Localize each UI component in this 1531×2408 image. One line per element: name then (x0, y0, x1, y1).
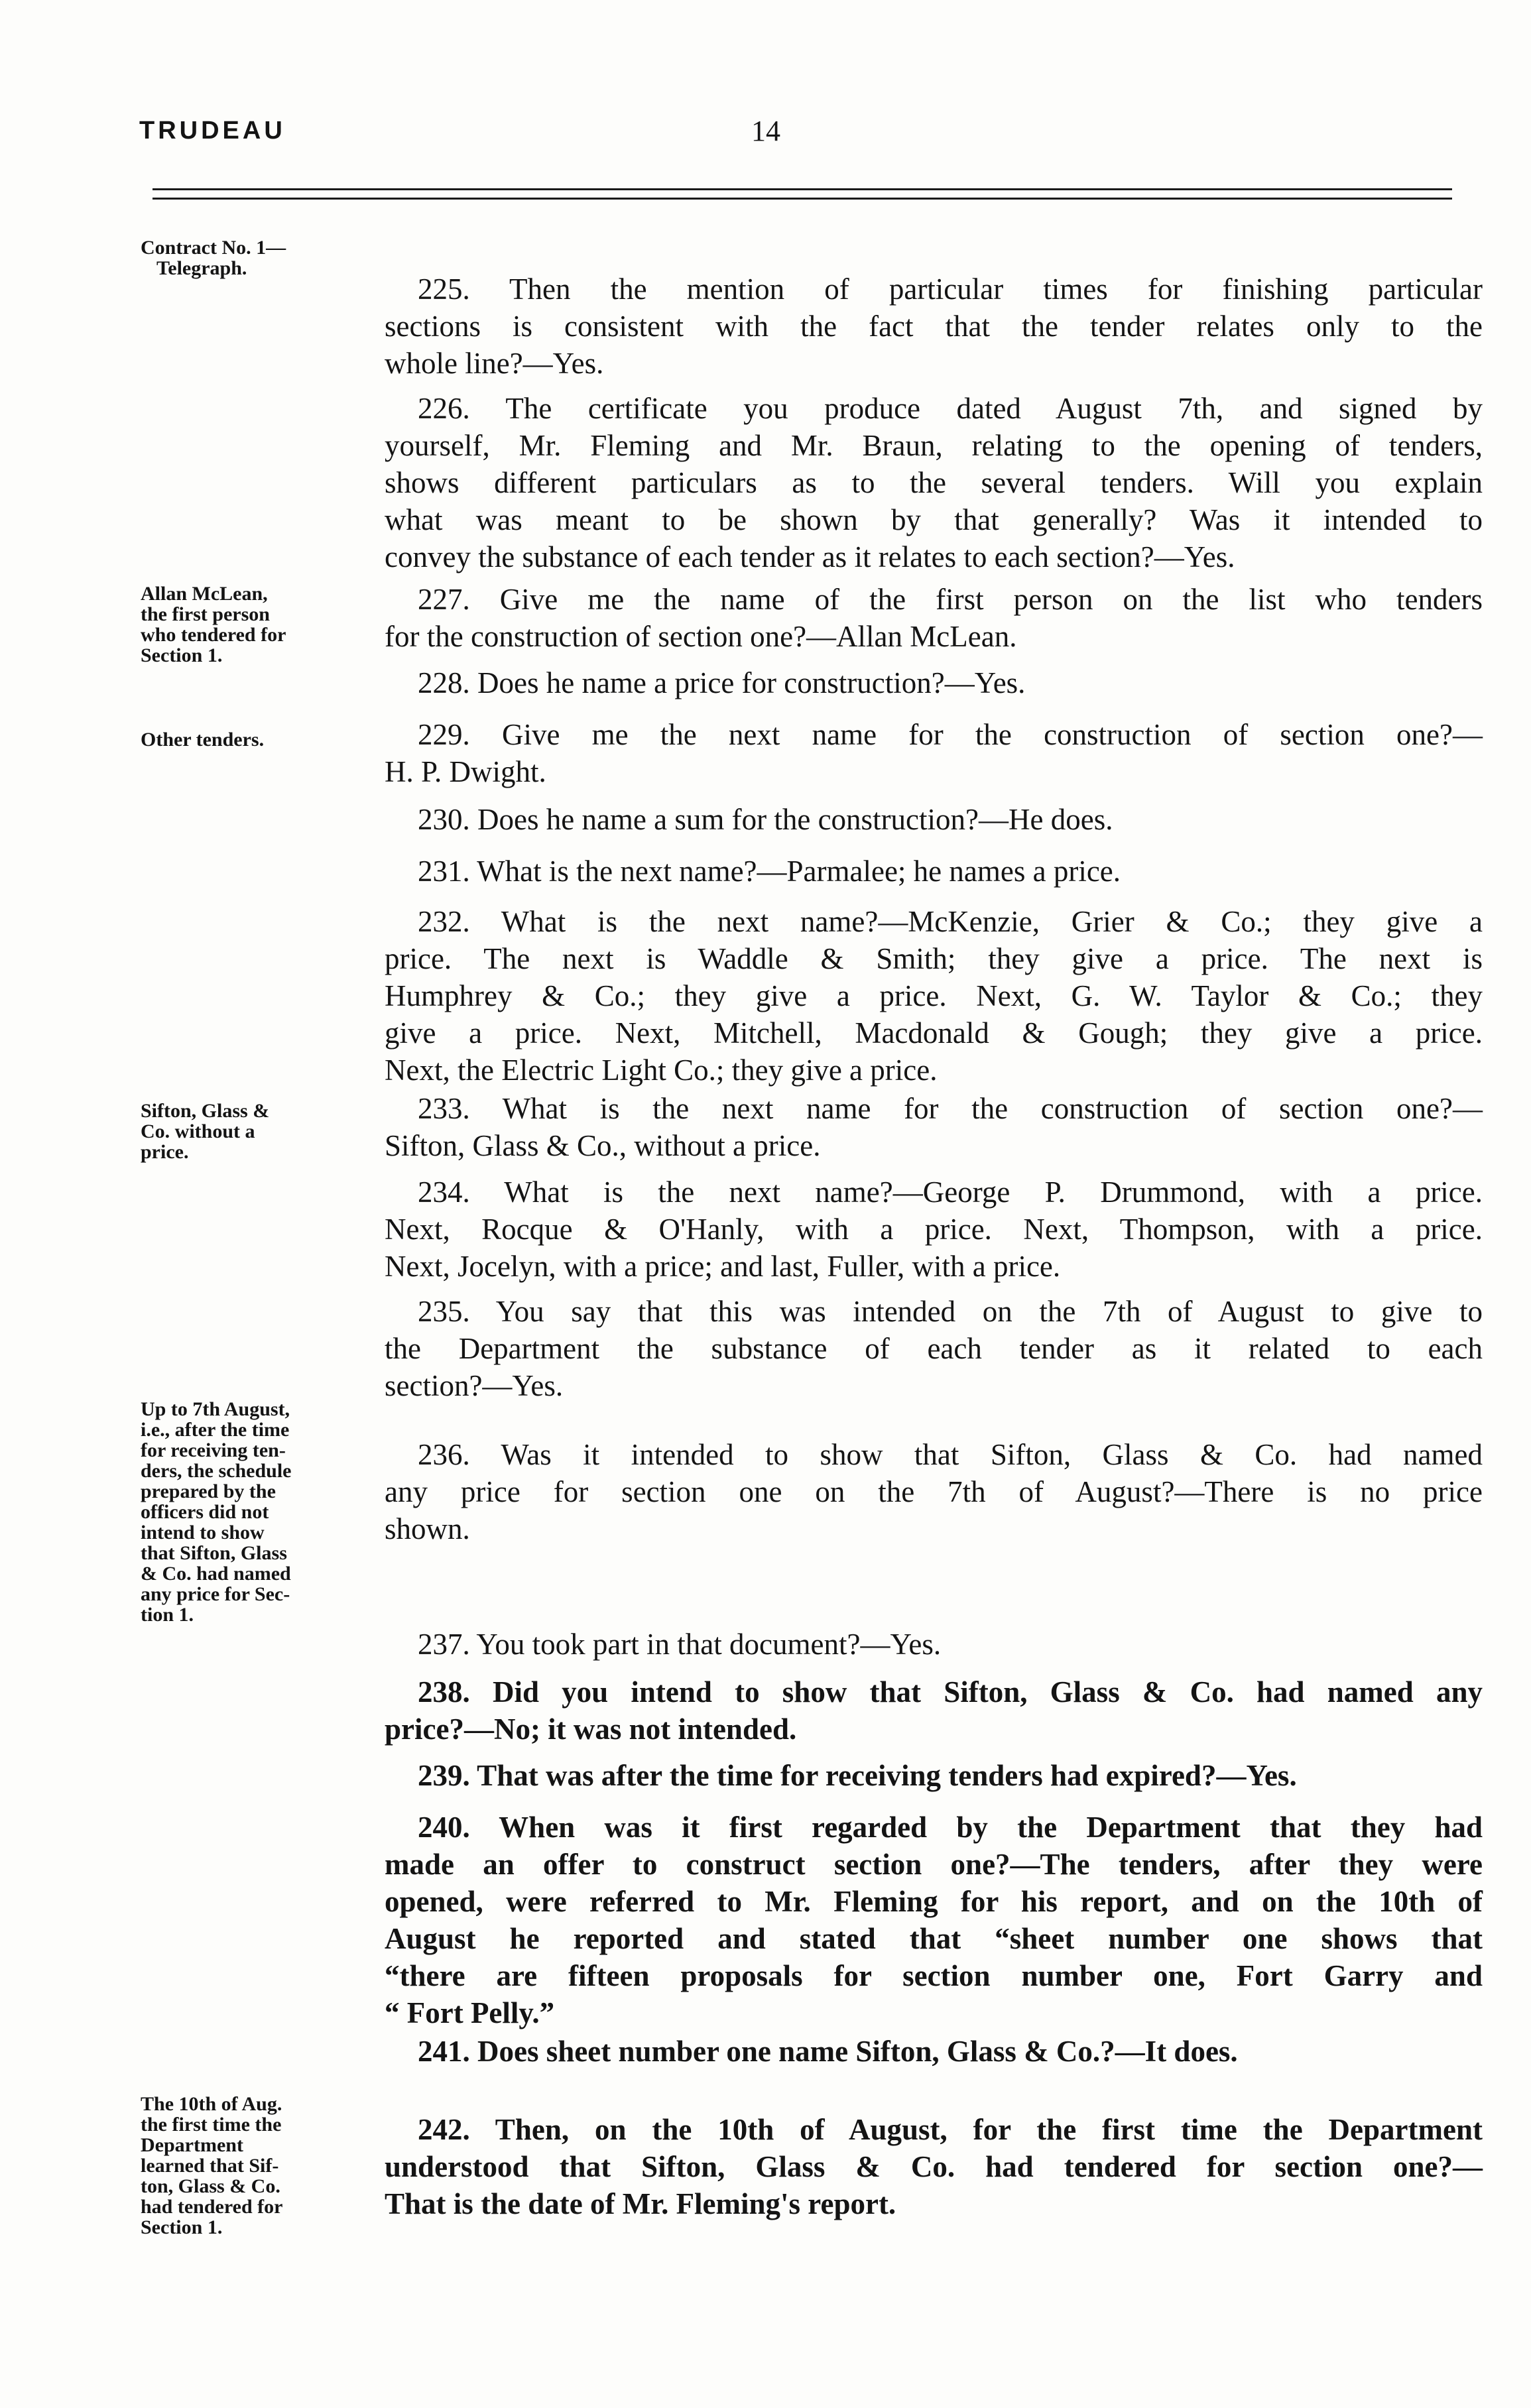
margin-note-line: Other tenders. (141, 729, 265, 751)
text-line: 242. Then, on the 10th of August, for the first time the Department (418, 2113, 1483, 2146)
paragraph-225 (385, 271, 1483, 382)
text-line: 235. You say that this was intended on the 7th of August to give to (418, 1295, 1483, 1328)
text-line: 231. What is the next name?—Parmalee; he names a price. (418, 855, 1121, 888)
text-line: “ Fort Pelly.” (385, 1996, 555, 2029)
text-line: 226. The certificate you produce dated August 7th, and signed by (418, 392, 1483, 425)
text-line: 227. Give me the name of the first person on the list who tenders (418, 583, 1483, 616)
text-line: any price for section one on the 7th of August?—There is no price (385, 1475, 1483, 1508)
text-line: shows different particulars as to the several tenders. Will you explain (385, 466, 1483, 499)
text-line: 238. Did you intend to show that Sifton, Glass & Co. had named any (418, 1675, 1483, 1709)
margin-note-line: any price for Sec- (141, 1583, 290, 1605)
text-line: 232. What is the next name?—McKenzie, Grier & Co.; they give a (418, 905, 1483, 938)
margin-note-line: Sifton, Glass & (141, 1100, 270, 1122)
paragraph-238 (385, 1673, 1483, 1748)
margin-note-line: had tendered for (141, 2196, 283, 2218)
margin-note-line: for receiving ten- (141, 1439, 286, 1461)
margin-note-other (141, 729, 379, 750)
text-line: That is the date of Mr. Fleming's report. (385, 2187, 896, 2220)
text-line: Sifton, Glass & Co., without a price. (385, 1129, 821, 1162)
text-line: 229. Give me the next name for the construction of section one?— (418, 718, 1483, 751)
text-line: Next, Jocelyn, with a price; and last, Fuller, with a price. (385, 1250, 1061, 1283)
margin-note-line: ders, the schedule (141, 1460, 292, 1482)
running-title: TRUDEAU (139, 117, 286, 145)
margin-note-line: & Co. had named (141, 1563, 291, 1585)
paragraph-229 (385, 716, 1483, 790)
margin-note-line: ton, Glass & Co. (141, 2175, 280, 2197)
text-line: Humphrey & Co.; they give a price. Next, G. W. Taylor & Co.; they (385, 979, 1483, 1012)
paragraph-237 (385, 1626, 1483, 1663)
text-line: 234. What is the next name?—George P. Drummond, with a price. (418, 1175, 1483, 1209)
margin-note-line: price. (141, 1141, 189, 1163)
margin-note-line: prepared by the (141, 1480, 276, 1502)
header-rule-top (153, 188, 1452, 190)
paragraph-240 (385, 1809, 1483, 2031)
text-line: 236. Was it intended to show that Sifton, Glass & Co. had named (418, 1438, 1483, 1471)
text-line: whole line?—Yes. (385, 347, 604, 380)
margin-note-line: Department (141, 2134, 243, 2156)
text-line: 230. Does he name a sum for the construction?—He does. (418, 803, 1113, 836)
margin-note-line: Allan McLean, (141, 583, 268, 605)
text-line: opened, were referred to Mr. Fleming for his report, and on the 10th of (385, 1885, 1483, 1918)
text-line: what was meant to be shown by that generally? Was it intended to (385, 503, 1483, 536)
margin-note-line: the first person (141, 603, 270, 625)
margin-note-sifton (141, 1101, 379, 1162)
text-line: H. P. Dwight. (385, 755, 546, 788)
margin-note-upto (141, 1399, 379, 1625)
text-line: give a price. Next, Mitchell, Macdonald & Gough; they give a price. (385, 1016, 1483, 1050)
paragraph-233 (385, 1090, 1483, 1164)
text-line: 233. What is the next name for the construction of section one?— (418, 1092, 1483, 1125)
text-line: convey the substance of each tender as it relates to each section?—Yes. (385, 540, 1235, 573)
paragraph-231 (385, 853, 1483, 890)
paragraph-228 (385, 664, 1483, 701)
margin-note-tenth (141, 2094, 379, 2238)
paragraph-230 (385, 801, 1483, 838)
paragraph-234 (385, 1174, 1483, 1285)
text-line: Next, the Electric Light Co.; they give a price. (385, 1054, 938, 1087)
text-line: 240. When was it first regarded by the Department that they had (418, 1811, 1483, 1844)
margin-note-line: tion 1. (141, 1604, 194, 1626)
text-line: yourself, Mr. Fleming and Mr. Braun, relating to the opening of tenders, (385, 429, 1483, 462)
margin-note-line: Up to 7th August, (141, 1398, 290, 1420)
text-line: understood that Sifton, Glass & Co. had tendered for section one?— (385, 2150, 1483, 2183)
page-header (139, 117, 1392, 156)
margin-note-line: The 10th of Aug. (141, 2093, 282, 2115)
text-line: price?—No; it was not intended. (385, 1713, 797, 1746)
paragraph-239 (385, 1757, 1483, 1794)
text-line: “there are fifteen proposals for section number one, Fort Garry and (385, 1959, 1483, 1992)
text-line: August he reported and stated that “sheet number one shows that (385, 1922, 1483, 1955)
text-line: the Department the substance of each tender as it related to each (385, 1332, 1483, 1365)
margin-note-line: intend to show (141, 1522, 265, 1543)
paragraph-242 (385, 2111, 1483, 2222)
text-line: shown. (385, 1512, 470, 1545)
margin-note-line: Section 1. (141, 2216, 223, 2238)
text-line: for the construction of section one?—Allan McLean. (385, 620, 1017, 653)
text-line: 237. You took part in that document?—Yes. (418, 1628, 942, 1661)
text-line: section?—Yes. (385, 1369, 564, 1402)
paragraph-226 (385, 390, 1483, 575)
margin-note-line: i.e., after the time (141, 1419, 290, 1441)
paragraph-232 (385, 903, 1483, 1089)
margin-note-line: Section 1. (141, 644, 223, 666)
text-line: price. The next is Waddle & Smith; they give a price. The next is (385, 942, 1483, 975)
margin-note-line: officers did not (141, 1501, 269, 1523)
margin-note-contract (141, 237, 379, 278)
text-line: 225. Then the mention of particular times for finishing particular (418, 272, 1483, 306)
text-line: made an offer to construct section one?—The tenders, after they were (385, 1848, 1483, 1881)
margin-note-mclean (141, 583, 379, 666)
margin-note-line: Co. without a (141, 1120, 255, 1142)
text-line: Next, Rocque & O'Hanly, with a price. Next, Thompson, with a price. (385, 1213, 1483, 1246)
text-line: 241. Does sheet number one name Sifton, Glass & Co.?—It does. (418, 2035, 1238, 2068)
margin-note-line: Telegraph. (156, 257, 247, 279)
text-line: sections is consistent with the fact that the tender relates only to the (385, 310, 1483, 343)
margin-note-line: Contract No. 1— (141, 237, 286, 259)
text-line: 239. That was after the time for receiving tenders had expired?—Yes. (418, 1759, 1297, 1792)
margin-note-line: learned that Sif- (141, 2155, 279, 2177)
paragraph-236 (385, 1436, 1483, 1547)
margin-note-line: who tendered for (141, 624, 286, 646)
paragraph-241 (385, 2033, 1483, 2070)
header-rule-bottom (153, 198, 1452, 200)
paragraph-227 (385, 581, 1483, 655)
page-number: 14 (751, 115, 780, 147)
margin-note-line: the first time the (141, 2114, 282, 2136)
paragraph-235 (385, 1293, 1483, 1404)
text-line: 228. Does he name a price for construction?—Yes. (418, 666, 1026, 699)
margin-note-line: that Sifton, Glass (141, 1542, 287, 1564)
